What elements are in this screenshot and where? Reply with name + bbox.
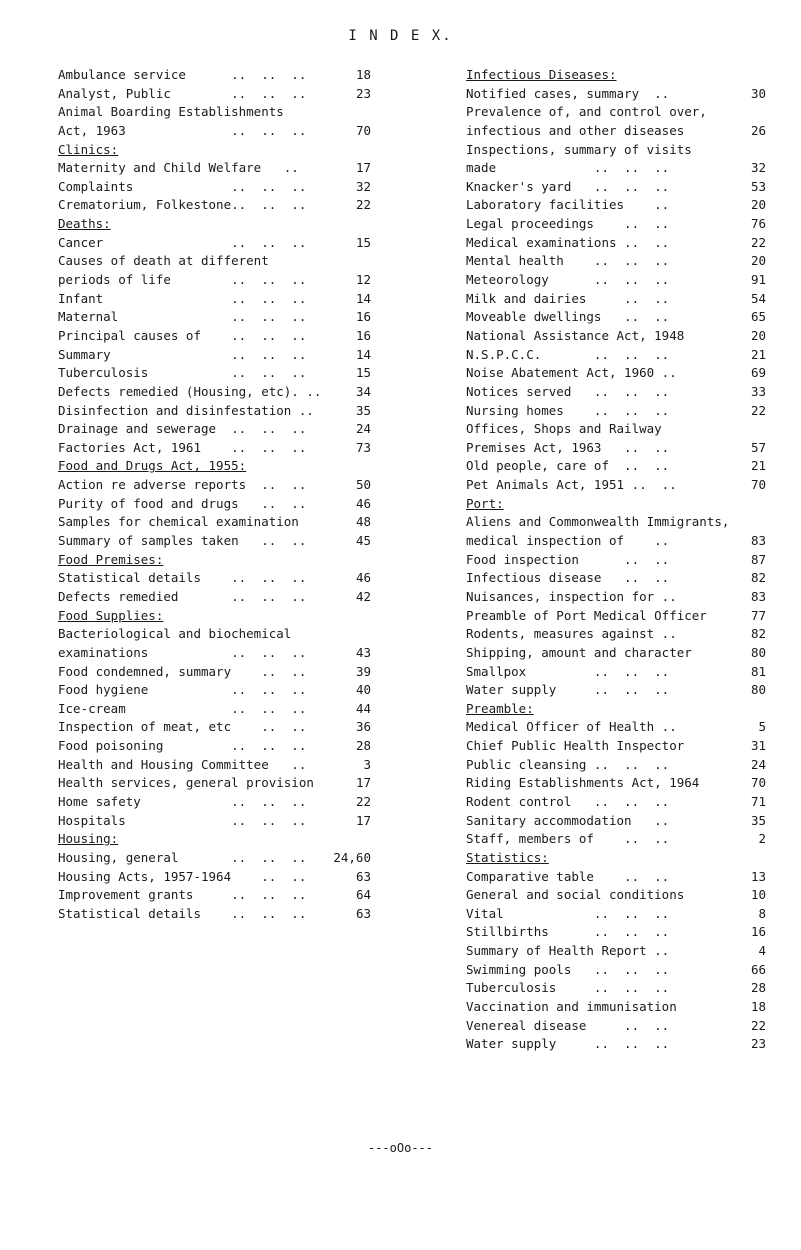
index-entry-text: Ambulance service .. .. .. <box>58 67 307 82</box>
index-page-number: 12 <box>355 272 371 288</box>
index-page-number: 20 <box>750 197 766 213</box>
index-entry-text: Cancer .. .. .. <box>58 234 307 250</box>
index-entry-text: Defects remedied .. .. .. <box>58 588 307 604</box>
index-entry-text: Meteorology .. .. .. <box>466 272 670 288</box>
index-page-number: 73 <box>355 439 371 455</box>
index-entry-text: Milk and dairies .. .. <box>466 290 670 306</box>
index-entry <box>58 718 448 737</box>
index-entry-text: Infant .. .. .. <box>58 290 307 306</box>
index-entry <box>466 457 766 476</box>
index-entry <box>466 756 766 775</box>
index-entry <box>58 681 448 700</box>
index-page-number: 20 <box>750 327 766 343</box>
index-entry-text: Nursing homes .. .. .. <box>466 402 670 418</box>
index-entry <box>58 271 448 290</box>
index-page-number: 50 <box>355 477 371 493</box>
index-entry <box>466 532 766 551</box>
index-entry-text: Venereal disease .. .. <box>466 1017 670 1033</box>
index-entry-text: Bacteriological and biochemical <box>58 626 292 642</box>
index-entry <box>466 812 766 831</box>
index-entry <box>466 551 766 570</box>
index-page-number: 23 <box>355 85 371 101</box>
index-entry-text: Swimming pools .. .. .. <box>466 961 670 977</box>
index-entry <box>58 495 448 514</box>
index-entry <box>58 122 448 141</box>
index-entry <box>466 774 766 793</box>
index-entry-text: Preamble of Port Medical Officer <box>466 607 707 623</box>
index-entry-text: Animal Boarding Establishments <box>58 104 284 120</box>
index-entry-text: Food condemned, summary .. .. <box>58 663 307 679</box>
index-page-number: 70 <box>750 775 766 791</box>
index-page-number: 16 <box>355 327 371 343</box>
index-entry-text: Noise Abatement Act, 1960 .. <box>466 365 677 381</box>
index-page-number: 70 <box>355 122 371 138</box>
index-entry-text: Premises Act, 1963 .. .. <box>466 439 670 455</box>
index-page-number: 43 <box>355 644 371 660</box>
index-page-number: 48 <box>355 514 371 530</box>
index-entry-text: Principal causes of .. .. .. <box>58 327 307 343</box>
index-entry <box>58 700 448 719</box>
index-page-number: 32 <box>355 178 371 194</box>
index-entry-text: National Assistance Act, 1948 <box>466 327 685 343</box>
index-entry-text: General and social conditions <box>466 887 685 903</box>
index-entry-text: Staff, members of .. .. <box>466 831 670 847</box>
index-entry-text: Food hygiene .. .. .. <box>58 682 307 698</box>
index-page-number: 64 <box>355 887 371 903</box>
index-entry <box>466 513 766 532</box>
index-entry-text: Inspections, summary of visits <box>466 141 692 157</box>
index-entry-text: Moveable dwellings .. .. <box>466 309 670 325</box>
index-page-number: 57 <box>750 439 766 455</box>
index-entry <box>58 196 448 215</box>
index-entry-text: Mental health .. .. .. <box>466 253 670 269</box>
index-entry-text: Summary of Health Report .. <box>466 943 670 959</box>
index-entry-text: Action re adverse reports .. .. <box>58 477 307 493</box>
index-entry-text: infectious and other diseases <box>466 122 685 138</box>
index-entry-text: periods of life .. .. .. <box>58 272 307 288</box>
index-entry <box>466 979 766 998</box>
index-entry <box>466 215 766 234</box>
index-entry <box>466 364 766 383</box>
index-page-number: 20 <box>750 253 766 269</box>
index-heading: Housing: <box>58 831 119 847</box>
index-page-number: 14 <box>355 346 371 362</box>
index-entry-text: Pet Animals Act, 1951 .. .. <box>466 477 677 493</box>
index-entry-text: Improvement grants .. .. .. <box>58 887 307 903</box>
index-entry <box>58 364 448 383</box>
index-page-number: 2 <box>758 831 766 847</box>
index-page-number: 87 <box>750 551 766 567</box>
index-entry <box>58 663 448 682</box>
index-entry <box>58 85 448 104</box>
index-page-number: 80 <box>750 682 766 698</box>
index-entry <box>58 178 448 197</box>
index-entry-text: Food inspection .. .. <box>466 551 670 567</box>
index-page-number: 22 <box>355 793 371 809</box>
index-page-number: 16 <box>355 309 371 325</box>
index-entry <box>58 868 448 887</box>
index-entry-text: Crematorium, Folkestone.. .. .. <box>58 197 307 213</box>
index-page-number: 18 <box>355 67 371 82</box>
index-entry <box>58 532 448 551</box>
index-entry <box>466 252 766 271</box>
index-heading: Food Supplies: <box>58 607 164 623</box>
index-entry <box>58 886 448 905</box>
index-entry <box>58 439 448 458</box>
index-entry <box>58 346 448 365</box>
index-entry-text: Comparative table .. .. <box>466 868 670 884</box>
index-page-number: 80 <box>750 644 766 660</box>
index-entry <box>466 1035 766 1054</box>
index-entry-text: Maternal .. .. .. <box>58 309 307 325</box>
index-page-number: 91 <box>750 272 766 288</box>
index-heading: Statistics: <box>466 849 549 865</box>
index-page-number: 24 <box>750 756 766 772</box>
index-page-number: 31 <box>750 738 766 754</box>
index-entry <box>466 420 766 439</box>
index-page-number: 35 <box>355 402 371 418</box>
index-entry <box>466 868 766 887</box>
index-entry <box>466 681 766 700</box>
index-entry-text: Old people, care of .. .. <box>466 458 670 474</box>
index-page-number: 28 <box>750 980 766 996</box>
index-entry <box>466 923 766 942</box>
index-page-number: 70 <box>750 477 766 493</box>
index-entry <box>466 793 766 812</box>
index-page-number: 13 <box>750 868 766 884</box>
index-page-number: 77 <box>750 607 766 623</box>
index-entry <box>58 513 448 532</box>
footer-ornament: ---oOo--- <box>367 1141 434 1155</box>
index-page-number: 39 <box>355 663 371 679</box>
index-page-number: 82 <box>750 570 766 586</box>
index-page-number: 42 <box>355 588 371 604</box>
index-entry-text: Prevalence of, and control over, <box>466 104 707 120</box>
index-entry <box>58 737 448 756</box>
index-entry-text: Vaccination and immunisation <box>466 999 677 1015</box>
index-entry <box>466 402 766 421</box>
index-entry-text: Factories Act, 1961 .. .. .. <box>58 439 307 455</box>
index-page-number: 22 <box>750 234 766 250</box>
index-entry-text: Public cleansing .. .. .. <box>466 756 670 772</box>
index-entry-text: Causes of death at different <box>58 253 269 269</box>
index-page-number: 32 <box>750 160 766 176</box>
index-entry <box>466 830 766 849</box>
index-page-number: 69 <box>750 365 766 381</box>
index-page-number: 71 <box>750 793 766 809</box>
index-page-number: 22 <box>750 1017 766 1033</box>
index-entry <box>58 420 448 439</box>
index-entry-text: Sanitary accommodation .. <box>466 812 670 828</box>
index-entry <box>58 588 448 607</box>
index-entry-text: Water supply .. .. .. <box>466 682 670 698</box>
index-entry <box>58 830 448 849</box>
index-entry-text: Notified cases, summary .. <box>466 85 670 101</box>
index-entry <box>466 569 766 588</box>
index-entry-text: Food poisoning .. .. .. <box>58 738 307 754</box>
index-page-number: 63 <box>355 868 371 884</box>
index-entry-text: Aliens and Commonwealth Immigrants, <box>466 514 730 530</box>
index-entry-text: Water supply .. .. .. <box>466 1036 670 1052</box>
index-entry <box>466 122 766 141</box>
index-page-number: 81 <box>750 663 766 679</box>
index-page-number: 3 <box>363 756 371 772</box>
index-heading: Preamble: <box>466 700 534 716</box>
index-page-number: 16 <box>750 924 766 940</box>
index-page-number: 15 <box>355 234 371 250</box>
index-column-right <box>466 66 766 1054</box>
index-page-number: 46 <box>355 495 371 511</box>
index-entry-text: examinations .. .. .. <box>58 644 307 660</box>
index-entry <box>58 290 448 309</box>
index-entry <box>466 159 766 178</box>
index-entry-text: Analyst, Public .. .. .. <box>58 85 307 101</box>
index-entry <box>58 644 448 663</box>
index-entry-text: Housing, general .. .. .. <box>58 849 307 865</box>
index-entry <box>58 234 448 253</box>
index-entry-text: Act, 1963 .. .. .. <box>58 122 307 138</box>
index-page-number: 82 <box>750 626 766 642</box>
index-entry-text: Complaints .. .. .. <box>58 178 307 194</box>
index-page-number: 24,60 <box>333 849 371 865</box>
index-page-number: 36 <box>355 719 371 735</box>
index-entry-text: Laboratory facilities .. <box>466 197 670 213</box>
page-title: I N D E X. <box>348 28 453 44</box>
index-page-number: 22 <box>355 197 371 213</box>
index-entry-text: Shipping, amount and character <box>466 644 692 660</box>
index-entry-text: Samples for chemical examination <box>58 514 299 530</box>
index-page-number: 65 <box>750 309 766 325</box>
index-entry-text: Drainage and sewerage .. .. .. <box>58 421 307 437</box>
index-page-number: 17 <box>355 812 371 828</box>
index-entry-text: Statistical details .. .. .. <box>58 570 307 586</box>
index-entry <box>58 756 448 775</box>
index-entry <box>466 141 766 160</box>
index-page-number: 76 <box>750 216 766 232</box>
index-entry <box>58 308 448 327</box>
index-entry-text: Statistical details .. .. .. <box>58 905 307 921</box>
index-page-number: 17 <box>355 775 371 791</box>
index-page-number: 26 <box>750 122 766 138</box>
index-entry <box>58 327 448 346</box>
index-entry-text: Inspection of meat, etc .. .. <box>58 719 307 735</box>
index-entry-text: Health services, general provision <box>58 775 314 791</box>
index-entry <box>58 103 448 122</box>
index-entry <box>466 196 766 215</box>
index-entry-text: Stillbirths .. .. .. <box>466 924 670 940</box>
index-page-number: 35 <box>750 812 766 828</box>
index-page-number: 5 <box>758 719 766 735</box>
index-entry-text: Defects remedied (Housing, etc). .. <box>58 383 322 399</box>
index-page-number: 46 <box>355 570 371 586</box>
index-page-number: 63 <box>355 905 371 921</box>
index-page-number: 22 <box>750 402 766 418</box>
index-entry-text: Summary .. .. .. <box>58 346 307 362</box>
index-heading: Port: <box>466 495 504 511</box>
index-entry <box>58 252 448 271</box>
index-entry <box>466 849 766 868</box>
index-entry <box>466 66 766 85</box>
index-entry-text: Medical Officer of Health .. <box>466 719 677 735</box>
index-entry <box>58 774 448 793</box>
index-entry-text: Vital .. .. .. <box>466 905 670 921</box>
index-entry-text: Nuisances, inspection for .. <box>466 588 677 604</box>
index-entry <box>58 476 448 495</box>
index-entry-text: Medical examinations .. .. <box>466 234 670 250</box>
index-entry <box>58 141 448 160</box>
index-entry-text: Maternity and Child Welfare .. <box>58 160 299 176</box>
index-page-number: 18 <box>750 999 766 1015</box>
index-entry-text: Housing Acts, 1957-1964 .. .. <box>58 868 307 884</box>
index-entry <box>466 942 766 961</box>
index-entry <box>58 66 448 85</box>
index-page-number: 45 <box>355 533 371 549</box>
index-entry <box>466 663 766 682</box>
index-entry <box>58 159 448 178</box>
index-page-number: 8 <box>758 905 766 921</box>
index-page-number: 23 <box>750 1036 766 1052</box>
index-page-number: 17 <box>355 160 371 176</box>
index-entry <box>58 457 448 476</box>
index-page-number: 40 <box>355 682 371 698</box>
index-column-left <box>58 66 448 923</box>
index-entry <box>58 383 448 402</box>
index-entry <box>58 905 448 924</box>
index-entry <box>466 961 766 980</box>
index-entry-text: Rodents, measures against .. <box>466 626 677 642</box>
index-entry <box>466 625 766 644</box>
index-entry-text: Purity of food and drugs .. .. <box>58 495 307 511</box>
index-entry <box>466 85 766 104</box>
index-entry <box>58 849 448 868</box>
index-page-number: 4 <box>758 943 766 959</box>
index-entry <box>466 644 766 663</box>
index-entry <box>58 812 448 831</box>
index-heading: Food and Drugs Act, 1955: <box>58 458 247 474</box>
index-page-number: 24 <box>355 421 371 437</box>
index-entry <box>466 346 766 365</box>
index-entry-text: Tuberculosis .. .. .. <box>466 980 670 996</box>
index-entry-text: Knacker's yard .. .. .. <box>466 178 670 194</box>
index-page-number: 34 <box>355 383 371 399</box>
index-entry <box>466 588 766 607</box>
index-entry <box>466 886 766 905</box>
index-entry <box>58 551 448 570</box>
index-entry-text: Offices, Shops and Railway <box>466 421 662 437</box>
index-entry <box>466 308 766 327</box>
index-page-number: 14 <box>355 290 371 306</box>
index-page-number: 44 <box>355 700 371 716</box>
index-entry-text: Infectious disease .. .. <box>466 570 670 586</box>
index-entry <box>466 383 766 402</box>
index-page-number: 10 <box>750 887 766 903</box>
index-entry-text: N.S.P.C.C. .. .. .. <box>466 346 670 362</box>
index-entry-text: Legal proceedings .. .. <box>466 216 670 232</box>
index-entry-text: Smallpox .. .. .. <box>466 663 670 679</box>
index-entry-text: Home safety .. .. .. <box>58 793 307 809</box>
index-entry-text: Ice-cream .. .. .. <box>58 700 307 716</box>
index-page-number: 53 <box>750 178 766 194</box>
index-page-number: 15 <box>355 365 371 381</box>
index-entry <box>58 402 448 421</box>
index-page-number: 30 <box>750 85 766 101</box>
index-entry <box>466 178 766 197</box>
index-entry-text: Rodent control .. .. .. <box>466 793 670 809</box>
index-entry-text: made .. .. .. <box>466 160 670 176</box>
index-heading: Clinics: <box>58 141 119 157</box>
index-entry <box>58 607 448 626</box>
index-entry <box>466 271 766 290</box>
index-heading: Food Premises: <box>58 551 164 567</box>
index-entry <box>58 793 448 812</box>
index-heading: Infectious Diseases: <box>466 67 617 82</box>
index-entry <box>58 215 448 234</box>
index-entry-text: Riding Establishments Act, 1964 <box>466 775 700 791</box>
index-entry <box>466 607 766 626</box>
index-entry-text: Tuberculosis .. .. .. <box>58 365 307 381</box>
index-page-number: 54 <box>750 290 766 306</box>
index-page-number: 28 <box>355 738 371 754</box>
index-entry <box>466 718 766 737</box>
index-heading: Deaths: <box>58 216 111 232</box>
index-page-number: 21 <box>750 458 766 474</box>
index-entry <box>466 234 766 253</box>
index-entry <box>466 737 766 756</box>
index-page-number: 21 <box>750 346 766 362</box>
index-entry <box>466 998 766 1017</box>
index-page-number: 33 <box>750 383 766 399</box>
index-entry <box>58 569 448 588</box>
index-entry <box>466 439 766 458</box>
index-entry-text: Summary of samples taken .. .. <box>58 533 307 549</box>
index-entry-text: Notices served .. .. .. <box>466 383 670 399</box>
index-entry-text: medical inspection of .. <box>466 533 670 549</box>
index-entry <box>466 476 766 495</box>
index-entry-text: Disinfection and disinfestation .. <box>58 402 314 418</box>
index-page-number: 66 <box>750 961 766 977</box>
index-entry <box>466 103 766 122</box>
index-entry <box>466 700 766 719</box>
index-page-number: 83 <box>750 588 766 604</box>
index-entry <box>466 1017 766 1036</box>
index-entry-text: Hospitals .. .. .. <box>58 812 307 828</box>
index-entry <box>466 905 766 924</box>
index-entry <box>58 625 448 644</box>
index-entry-text: Health and Housing Committee .. <box>58 756 307 772</box>
index-entry <box>466 327 766 346</box>
index-entry-text: Chief Public Health Inspector <box>466 738 685 754</box>
index-entry <box>466 495 766 514</box>
index-entry <box>466 290 766 309</box>
index-page-number: 83 <box>750 533 766 549</box>
